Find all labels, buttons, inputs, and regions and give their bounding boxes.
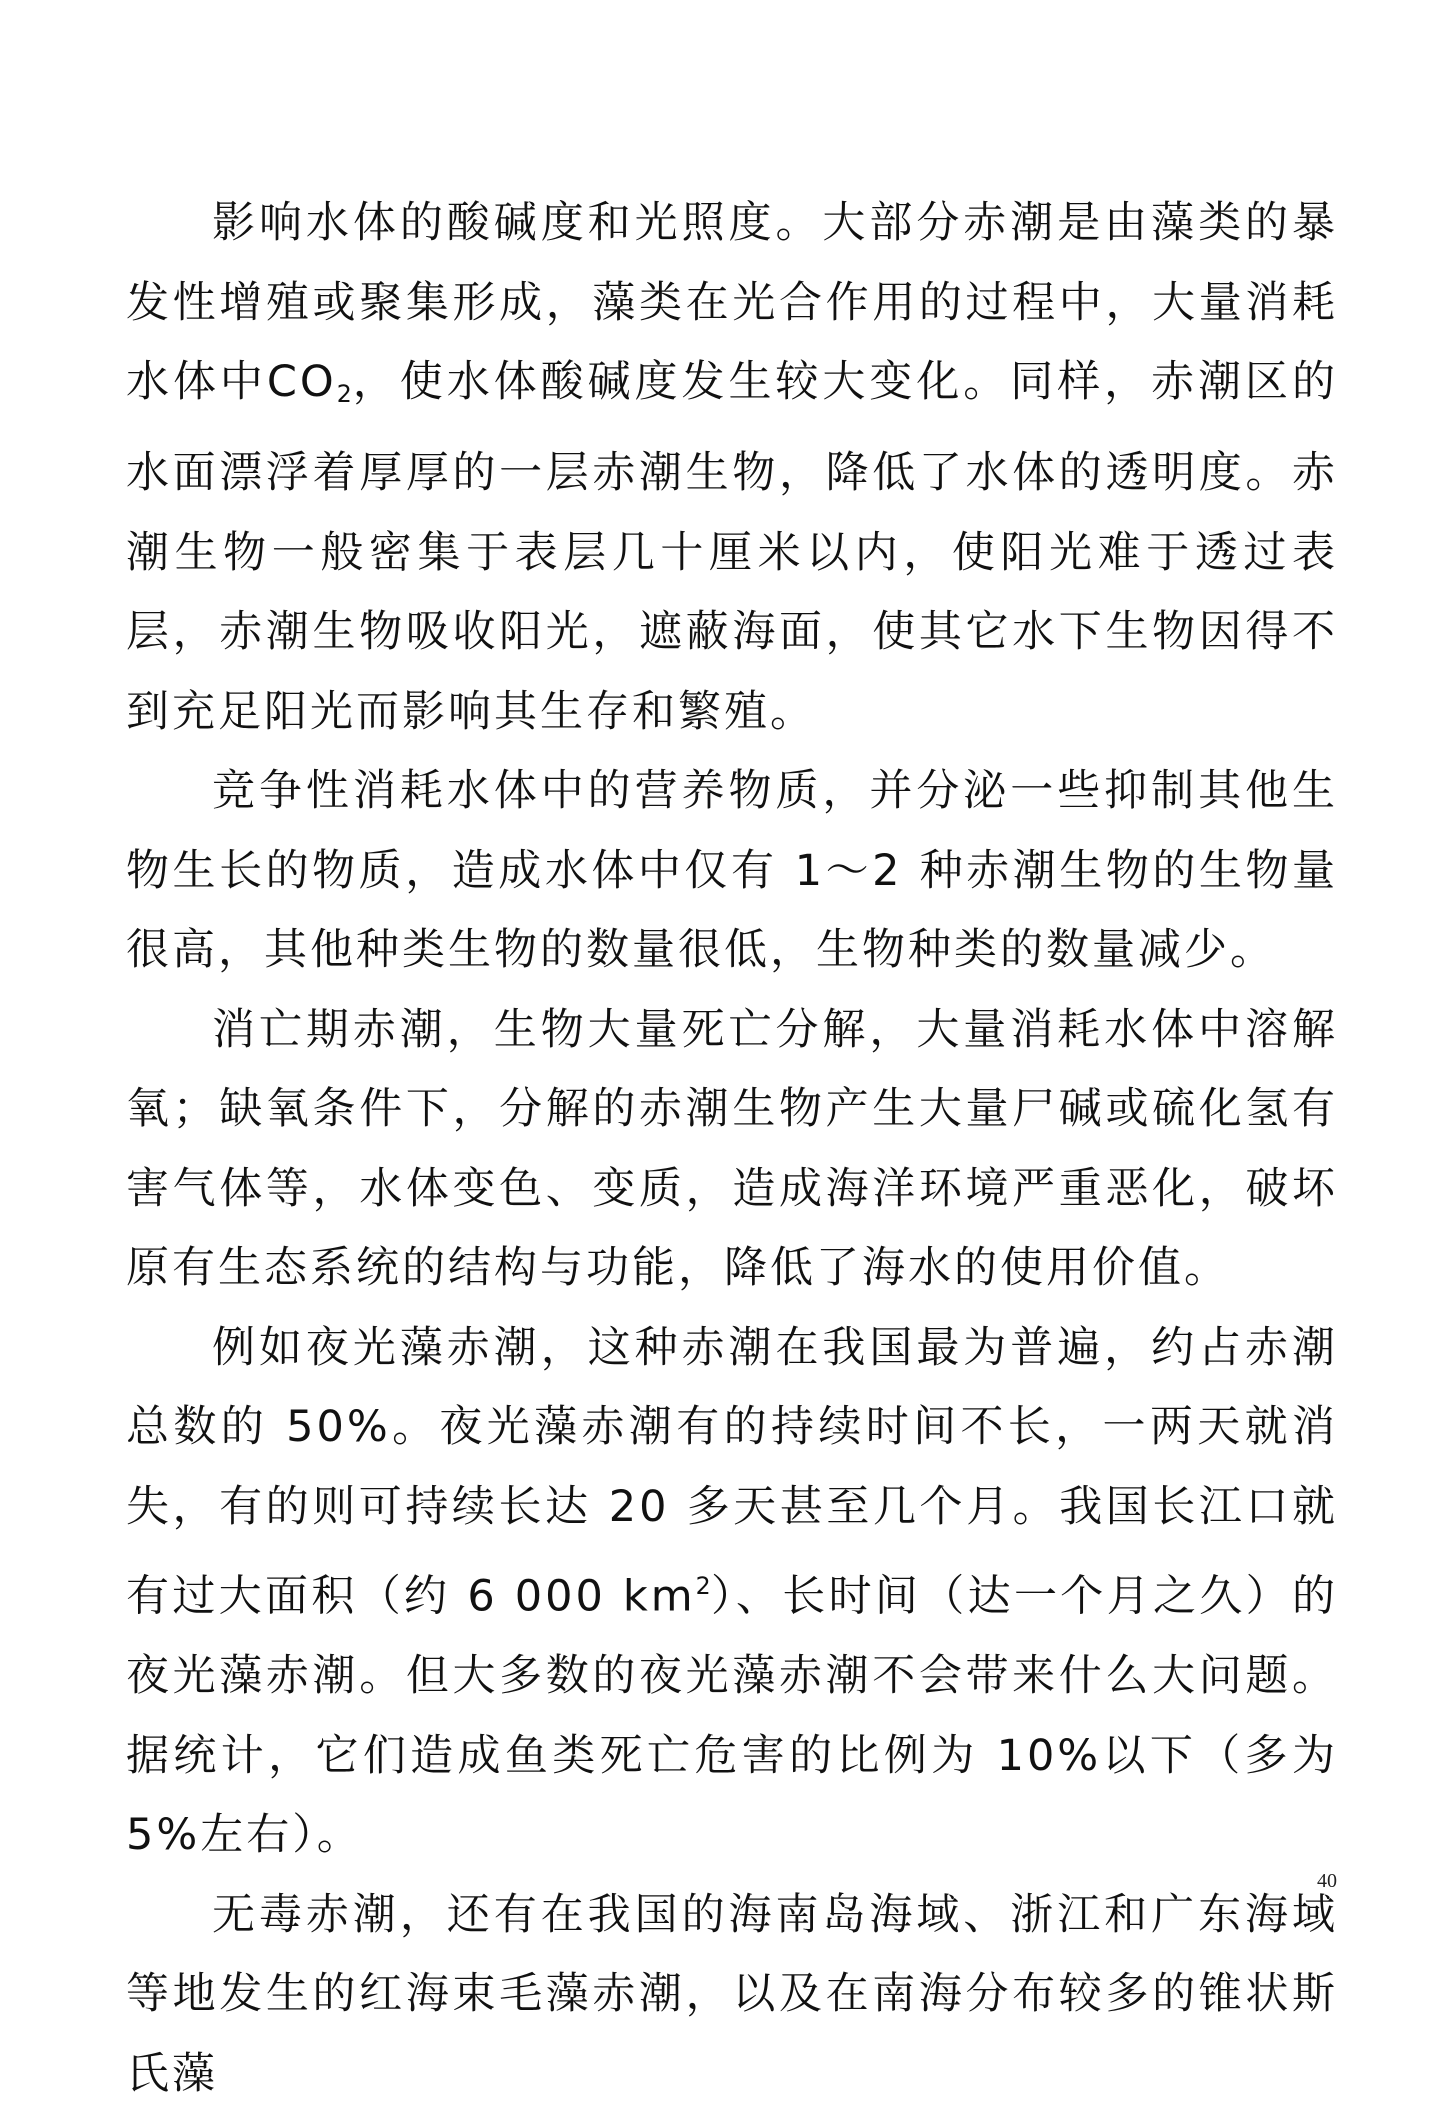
paragraph-5-run-1: 无毒赤潮，还有在我国的海南岛海域、浙江和广东海域等地发生的红海束毛藻赤潮，以及在南海分布较多的锥状斯氏藻 (126, 1889, 1338, 2099)
paragraph-5 (126, 1876, 1338, 2114)
paragraph-3-run-1: 消亡期赤潮，生物大量死亡分解，大量消耗水体中溶解氧；缺氧条件下，分解的赤潮生物产生大量尸碱或硫化氢有害气体等，水体变色、变质，造成海洋环境严重恶化，破坏原有生态系统的结构与功能，降低了海水的使用价值。 (126, 1004, 1338, 1294)
page-number: 40 (1317, 1870, 1337, 1892)
body-text (126, 184, 1338, 2114)
paragraph-2-run-1: 竞争性消耗水体中的营养物质，并分泌一些抑制其他生物生长的物质，造成水体中仅有 1～2 种赤潮生物的生物量很高，其他种类生物的数量很低，生物种类的数量减少。 (126, 766, 1338, 976)
subscript-2: 2 (336, 379, 352, 408)
paragraph-3 (126, 991, 1338, 1309)
paragraph-1-run-1: 影响水体的酸碱度和光照度。大部分赤潮是由藻类的暴发性增殖或聚集形成，藻类在光合作用的过程中，大量消耗水体中CO (126, 198, 1338, 407)
paragraph-4-run-2: ）、长时间（达一个月之久）的夜光藻赤潮。但大多数的夜光藻赤潮不会带来什么大问题。据统计，它们造成鱼类死亡危害的比例为 10%以下（多为 5%左右）。 (126, 1571, 1338, 1861)
paragraph-4 (126, 1309, 1338, 1876)
paragraph-1-run-2: ，使水体酸碱度发生较大变化。同样，赤潮区的水面漂浮着厚厚的一层赤潮生物，降低了水体的透明度。赤潮生物一般密集于表层几十厘米以内，使阳光难于透过表层，赤潮生物吸收阳光，遮蔽海面，使其它水下生物因得不到充足阳光而影响其生存和繁殖。 (126, 357, 1339, 737)
paragraph-2 (126, 752, 1338, 991)
paragraph-1 (126, 184, 1338, 752)
superscript-2: 2 (695, 1572, 711, 1601)
paragraph-4-run-1: 例如夜光藻赤潮，这种赤潮在我国最为普遍，约占赤潮总数的 50%。夜光藻赤潮有的持续时间不长，一两天就消失，有的则可持续长达 20 多天甚至几个月。我国长江口就有过大面积（约 6 000 km (126, 1322, 1338, 1622)
